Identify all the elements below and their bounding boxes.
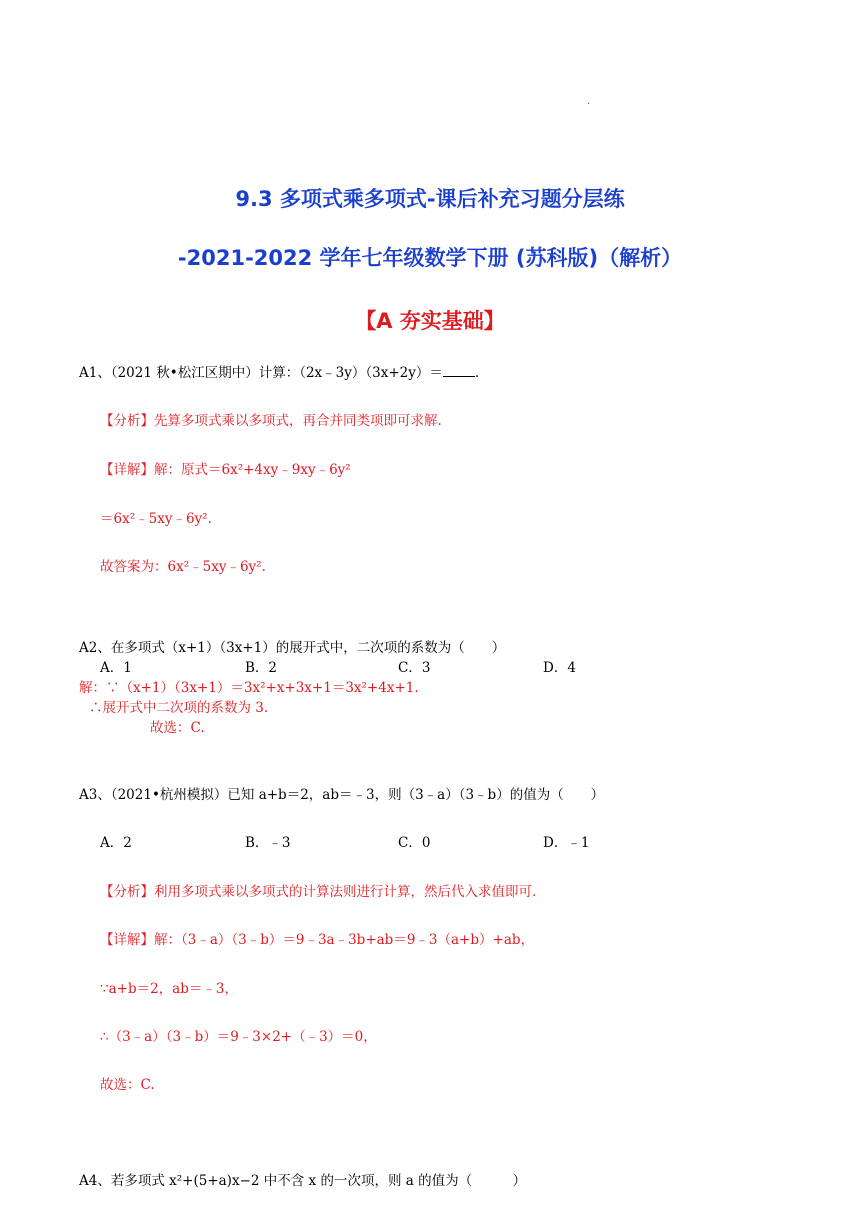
a2-option-a[interactable]: A．1: [100, 660, 132, 676]
a1-detail: 【详解】解：原式＝6x²+4xy﹣9xy﹣6y²: [100, 462, 351, 478]
section-heading: 【A 夯实基础】: [355, 309, 505, 333]
a2-options: [0, 659, 860, 677]
question-a3: A3、（2021•杭州模拟）已知 a+b＝2，ab＝﹣3，则（3﹣a）（3﹣b）的值为（ ）: [79, 787, 605, 803]
a3-step-1: ∵a+b＝2，ab＝﹣3，: [100, 981, 238, 997]
question-a1-text: A1、（2021 秋•松江区期中）计算：（2x﹣3y）（3x+2y）＝: [79, 365, 443, 381]
question-a1-end: .: [474, 365, 480, 381]
a2-option-b[interactable]: B．2: [245, 660, 278, 676]
a1-answer: 故答案为：6x²﹣5xy﹣6y².: [100, 559, 266, 575]
question-a1: [79, 364, 479, 382]
document-title-line2: -2021-2022 学年七年级数学下册 (苏科版)（解析）: [177, 246, 683, 270]
document-title-line1: 9.3 多项式乘多项式-课后补充习题分层练: [235, 187, 625, 211]
a2-solution-3: 故选：C.: [150, 720, 205, 736]
a2-solution-2: ∴展开式中二次项的系数为 3.: [89, 700, 269, 716]
a3-answer: 故选：C.: [100, 1077, 155, 1093]
a3-option-d[interactable]: D．﹣1: [543, 835, 590, 851]
a3-option-c[interactable]: C．0: [398, 835, 431, 851]
a2-option-c[interactable]: C．3: [398, 660, 431, 676]
a2-option-d[interactable]: D．4: [543, 660, 576, 676]
header-dot: .: [587, 96, 591, 107]
a1-analysis: 【分析】先算多项式乘以多项式，再合并同类项即可求解.: [100, 413, 442, 429]
a3-option-b[interactable]: B．﹣3: [245, 835, 291, 851]
answer-blank: [443, 364, 475, 377]
a3-option-a[interactable]: A．2: [100, 835, 132, 851]
a3-step-2: ∴（3﹣a）（3﹣b）＝9﹣3×2+（﹣3）＝0，: [100, 1029, 377, 1045]
question-a2: A2、在多项式（x+1）（3x+1）的展开式中，二次项的系数为（ ）: [79, 640, 506, 656]
a2-solution-1: 解：∵（x+1）（3x+1）＝3x²+x+3x+1＝3x²+4x+1.: [79, 680, 419, 696]
a3-analysis: 【分析】利用多项式乘以多项式的计算法则进行计算，然后代入求值即可.: [100, 884, 537, 900]
question-a4: A4、若多项式 x²+(5+a)x−2 中不含 x 的一次项，则 a 的值为（ ）: [79, 1173, 527, 1189]
a3-detail: 【详解】解：（3﹣a）（3﹣b）＝9﹣3a﹣3b+ab＝9﹣3（a+b）+ab，: [100, 932, 535, 948]
a3-options: [0, 834, 860, 852]
a1-step: ＝6x²﹣5xy﹣6y².: [100, 511, 212, 527]
